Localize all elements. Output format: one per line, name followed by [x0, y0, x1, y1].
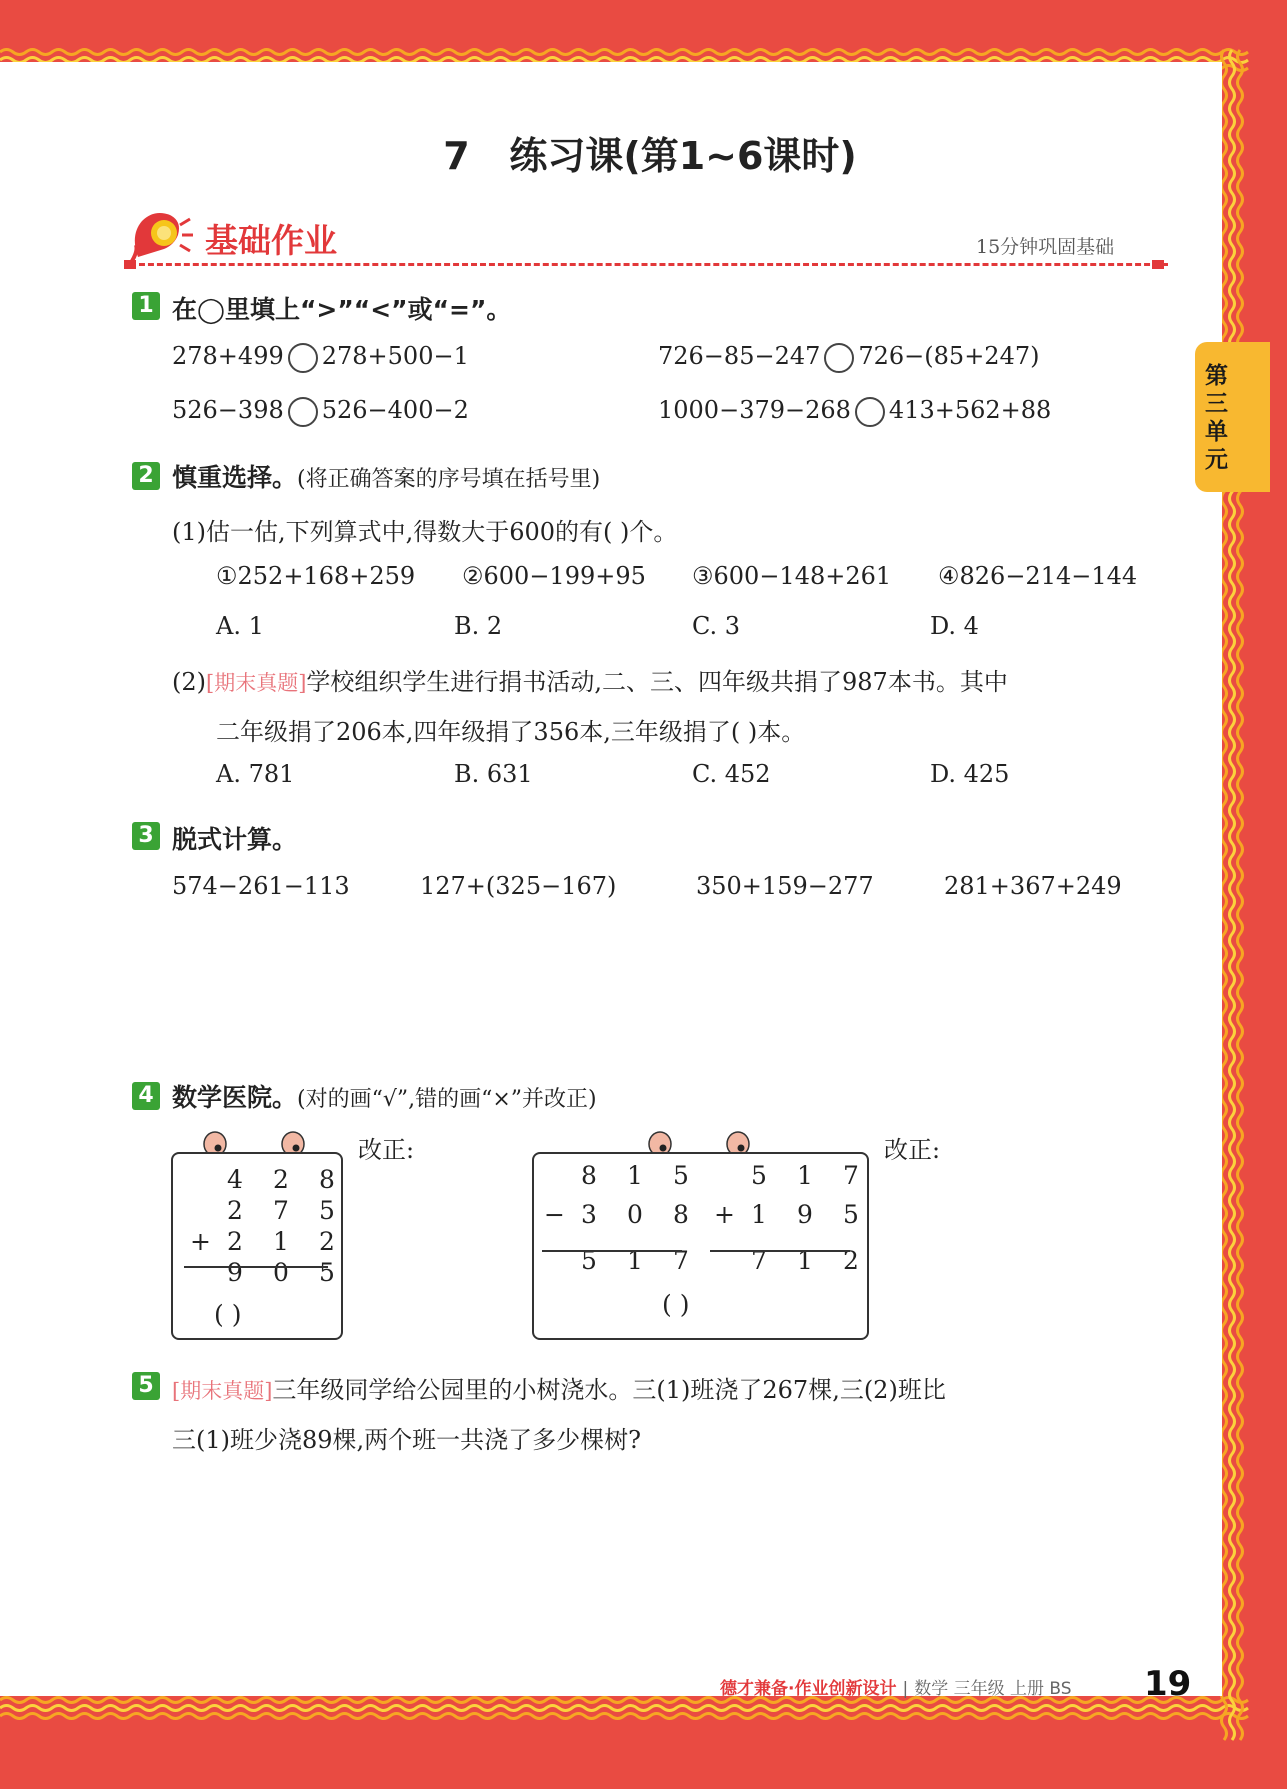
digit: 2 — [843, 1245, 859, 1275]
digit: 1 — [797, 1245, 813, 1275]
card2-left-calculation — [540, 1160, 704, 1283]
q2-sub1-option-b[interactable]: B. 2 — [454, 612, 503, 640]
digit: 1 — [627, 1161, 643, 1190]
card1-table — [180, 1164, 350, 1288]
digit: 9 — [227, 1258, 243, 1287]
card1-sum-line — [184, 1266, 328, 1268]
q2-sub1-expr-1: ①252+168+259 — [216, 562, 416, 590]
card1-calculation — [180, 1164, 350, 1288]
q1-item-1-right: 278+500−1 — [321, 342, 469, 370]
digit: 8 — [319, 1165, 335, 1194]
q5-line-2: 三(1)班少浇89棵,两个班一共浇了多少棵树? — [172, 1426, 642, 1454]
q4-prompt: 数学医院。 — [172, 1083, 298, 1112]
q3-expr-2: 127+(325−167) — [420, 872, 617, 900]
digit: 7 — [843, 1161, 859, 1190]
q2-sub1-expr-3: ③600−148+261 — [692, 562, 892, 590]
question-number-3: 3 — [132, 822, 160, 850]
operator: − — [544, 1199, 565, 1229]
operator: + — [714, 1199, 735, 1229]
digit: 5 — [319, 1258, 335, 1287]
exam-tag: [期末真题] — [172, 1379, 273, 1403]
card2-right-calculation — [710, 1160, 874, 1283]
q2-sub1-expr-2: ②600−199+95 — [462, 562, 646, 590]
q2-sub1-option-a[interactable]: A. 1 — [216, 612, 264, 640]
page-title — [0, 125, 1287, 180]
card2-judge-paren[interactable]: ( ) — [662, 1290, 690, 1319]
digit: 7 — [673, 1245, 689, 1275]
q2-hint: (将正确答案的序号填在括号里) — [297, 467, 601, 492]
exam-tag: [期末真题] — [206, 671, 307, 695]
operator: + — [190, 1227, 211, 1256]
q2-sub2-option-b[interactable]: B. 631 — [454, 760, 533, 788]
digit: 5 — [673, 1161, 689, 1190]
compare-circle[interactable] — [288, 397, 318, 427]
digit: 9 — [797, 1199, 813, 1229]
q2-sub2-option-a[interactable]: A. 781 — [216, 760, 295, 788]
q1-item-4-left: 1000−379−268 — [658, 396, 851, 424]
digit: 5 — [843, 1199, 859, 1229]
compare-circle[interactable] — [288, 343, 318, 373]
digit: 2 — [319, 1227, 335, 1256]
q2-sub2-option-c[interactable]: C. 452 — [692, 760, 771, 788]
q2-sub2-line-2: 二年级捐了206本,四年级捐了356本,三年级捐了( )本。 — [216, 718, 806, 746]
digit: 0 — [273, 1258, 289, 1287]
q2-prompt: 慎重选择。 — [172, 463, 298, 492]
q1-item-3 — [172, 396, 469, 427]
q5-text-1: 三年级同学给公园里的小树浇水。三(1)班浇了267棵,三(2)班比 — [272, 1376, 946, 1404]
footer-brand: 德才兼备·作业创新设计 — [720, 1679, 897, 1699]
q4-hint: (对的画“√”,错的画“×”并改正) — [297, 1087, 597, 1112]
divider-end-right — [1152, 260, 1164, 269]
q2-heading — [172, 458, 600, 494]
unit-tab-label: 第三单元 — [1205, 363, 1228, 473]
digit: 8 — [581, 1161, 597, 1190]
digit: 5 — [581, 1245, 597, 1275]
q3-prompt: 脱式计算。 — [172, 825, 298, 854]
question-number-5: 5 — [132, 1372, 160, 1400]
footer-subject: 数学 三年级 上册 BS — [914, 1679, 1072, 1699]
digit: 1 — [751, 1199, 767, 1229]
q2-sub1-stem: (1)估一估,下列算式中,得数大于600的有( )个。 — [172, 518, 678, 546]
footer-separator: | — [902, 1679, 909, 1699]
card2-right-table — [710, 1160, 874, 1283]
digit: 7 — [751, 1245, 767, 1275]
question-number-4: 4 — [132, 1082, 160, 1110]
q1-item-1 — [172, 342, 469, 373]
q1-item-4 — [658, 396, 1051, 427]
divider-end-left — [124, 260, 136, 269]
q2-sub2-line-1 — [172, 662, 1008, 697]
question-number-2: 2 — [132, 462, 160, 490]
footer-info — [720, 1674, 1072, 1699]
q1-item-4-right: 413+562+88 — [888, 396, 1052, 424]
q4-heading — [172, 1078, 597, 1114]
digit: 4 — [227, 1165, 243, 1194]
card2-left-table — [540, 1160, 704, 1283]
digit: 7 — [273, 1196, 289, 1225]
digit: 8 — [673, 1199, 689, 1229]
digit: 5 — [319, 1196, 335, 1225]
digit: 1 — [797, 1161, 813, 1190]
q1-item-3-left: 526−398 — [172, 396, 284, 424]
lightbulb-icon — [128, 205, 196, 263]
card2-correction-label: 改正: — [884, 1136, 941, 1164]
digit: 2 — [273, 1165, 289, 1194]
card1-correction-label: 改正: — [358, 1136, 415, 1164]
digit: 5 — [751, 1161, 767, 1190]
q1-prompt: 在◯里填上“>”“<”或“=”。 — [172, 295, 512, 324]
q3-expr-3: 350+159−277 — [696, 872, 874, 900]
q1-item-1-left: 278+499 — [172, 342, 284, 370]
q2-sub1-option-c[interactable]: C. 3 — [692, 612, 741, 640]
page-number: 19 — [1144, 1664, 1192, 1704]
card2-left-line — [542, 1250, 682, 1252]
compare-circle[interactable] — [855, 397, 885, 427]
card1-judge-paren[interactable]: ( ) — [214, 1300, 242, 1329]
digit: 2 — [227, 1227, 243, 1256]
q2-sub2-prefix: (2) — [172, 668, 206, 696]
section-title: 基础作业 — [205, 221, 337, 260]
q2-sub2-option-d[interactable]: D. 425 — [930, 760, 1010, 788]
digit: 1 — [627, 1245, 643, 1275]
digit: 0 — [627, 1199, 643, 1229]
digit: 1 — [273, 1227, 289, 1256]
q2-sub1-expr-4: ④826−214−144 — [938, 562, 1138, 590]
question-number-1: 1 — [132, 292, 160, 320]
section-subtitle: 15分钟巩固基础 — [976, 236, 1115, 258]
card2-right-line — [710, 1250, 850, 1252]
q3-expr-4: 281+367+249 — [944, 872, 1122, 900]
q1-item-2-right: 726−(85+247) — [858, 342, 1040, 370]
digit: 2 — [227, 1196, 243, 1225]
q1-item-2-left: 726−85−247 — [658, 342, 821, 370]
q1-item-2 — [658, 342, 1039, 373]
lesson-title: 练习课(第1~6课时) — [509, 134, 857, 178]
section-divider — [130, 263, 1168, 266]
compare-circle[interactable] — [824, 343, 854, 373]
q5-line-1 — [172, 1370, 946, 1405]
lesson-number: 7 — [443, 134, 470, 178]
q1-item-3-right: 526−400−2 — [321, 396, 469, 424]
digit: 3 — [581, 1199, 597, 1229]
q3-expr-1: 574−261−113 — [172, 872, 350, 900]
q2-sub2-text-1: 学校组织学生进行捐书活动,二、三、四年级共捐了987本书。其中 — [306, 668, 1008, 696]
q2-sub1-option-d[interactable]: D. 4 — [930, 612, 979, 640]
